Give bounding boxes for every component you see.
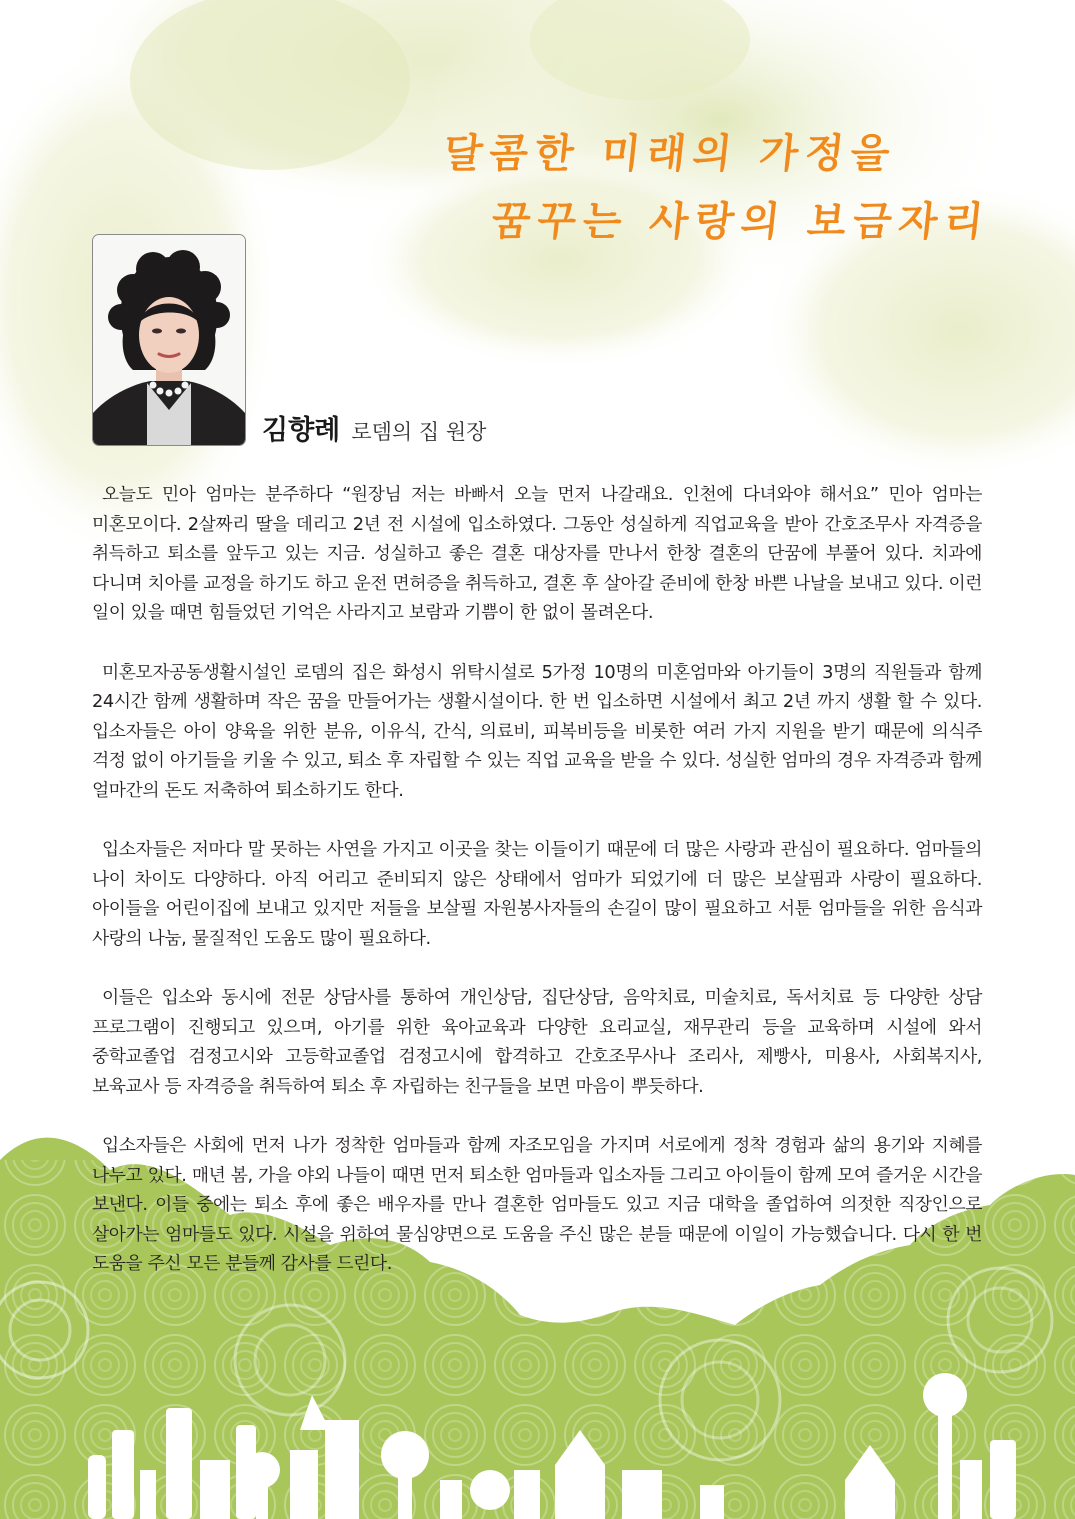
author-role: 로뎀의 집 원장 [351,420,487,444]
title-line-2: 꿈꾸는 사랑의 보금자리 [488,199,993,245]
paragraph: 입소자들은 사회에 먼저 나가 정착한 엄마들과 함께 자조모임을 가지며 서로에게 정착 경험과 삶의 용기와 지혜를 나누고 있다. 매년 봄, 가을 야외 나들이 때면 먼저 퇴소한 엄마들과 입소자들 그리고 아이들이 함께 모여 즐거운 시간을 보낸다. 이들 중에는 퇴소 후에 좋은 배우자를 만나 결혼한 엄마들도 있고 지금 대학을 졸업하여 의젓한 직장인으로 살아가는 엄마들도 있다. 시설을 위하여 물심양면으로 도움을 주신 많은 분들 때문에 이일이 가능했습니다. 다시 한 번 도움을 주신 모든 분들께 감사를 드린다. [92,1135,982,1274]
author-name: 김향례 [262,415,341,446]
author-portrait [92,234,246,446]
title-line-1: 달콤한 미래의 가정을 [441,131,900,177]
paragraph: 이들은 입소와 동시에 전문 상담사를 통하여 개인상담, 집단상담, 음악치료, 미술치료, 독서치료 등 다양한 상담 프로그램이 진행되고 있으며, 아기를 위한 육아교육과 다양한 요리교실, 재무관리 등을 교육하며 시설에 와서 중학교졸업 검정고시와 고등학교졸업 검정고시에 합격하고 간호조무사나 조리사, 제빵사, 미용사, 사회복지사, 보육교사 등 자격증을 취득하여 퇴소 후 자립하는 친구들을 보면 마음이 뿌듯하다. [92,987,982,1097]
paragraph: 미혼모자공동생활시설인 로뎀의 집은 화성시 위탁시설로 5가정 10명의 미혼엄마와 아기들이 3명의 직원들과 함께 24시간 함께 생활하며 작은 꿈을 만들어가는 생활시설이다. 한 번 입소하면 시설에서 최고 2년 까지 생활 할 수 있다. 입소자들은 아이 양육을 위한 분유, 이유식, 간식, 의료비, 피복비등을 비롯한 여러 가지 지원을 받기 때문에 의식주 걱정 없이 아기들을 키울 수 있고, 퇴소 후 자립할 수 있는 직업 교육을 받을 수 있다. 성실한 엄마의 경우 자격증과 함께 얼마간의 돈도 저축하여 퇴소하기도 한다. [92,661,982,801]
paragraph: 입소자들은 저마다 말 못하는 사연을 가지고 이곳을 찾는 이들이기 때문에 더 많은 사랑과 관심이 필요하다. 엄마들의 나이 차이도 다양하다. 아직 어리고 준비되지 않은 상태에서 엄마가 되었기에 더 많은 보살핌과 사랑이 필요하다. 아이들을 어린이집에 보내고 있지만 저들을 보살필 자원봉사자들의 손길이 많이 필요하고 서툰 엄마들을 위한 음식과 사랑의 나눔, 물질적인 도움도 많이 필요하다. [92,839,982,949]
author-byline [262,408,486,447]
article-body [92,480,982,1309]
paragraph: 오늘도 민아 엄마는 분주하다 “원장님 저는 바빠서 오늘 먼저 나갈래요. 인천에 다녀와야 해서요” 민아 엄마는 미혼모이다. 2살짜리 딸을 데리고 2년 전 시설에 입소하였다. 그동안 성실하게 직업교육을 받아 간호조무사 자격증을 취득하고 퇴소를 앞두고 있는 지금. 성실하고 좋은 결혼 대상자를 만나서 한창 결혼의 단꿈에 부풀어 있다. 치과에 다니며 치아를 교정을 하기도 하고 운전 면허증을 취득하고, 결혼 후 살아갈 준비에 한창 바쁜 나날을 보내고 있다. 이런 일이 있을 때면 힘들었던 기억은 사라지고 보람과 기쁨이 한 없이 몰려온다. [92,484,982,623]
